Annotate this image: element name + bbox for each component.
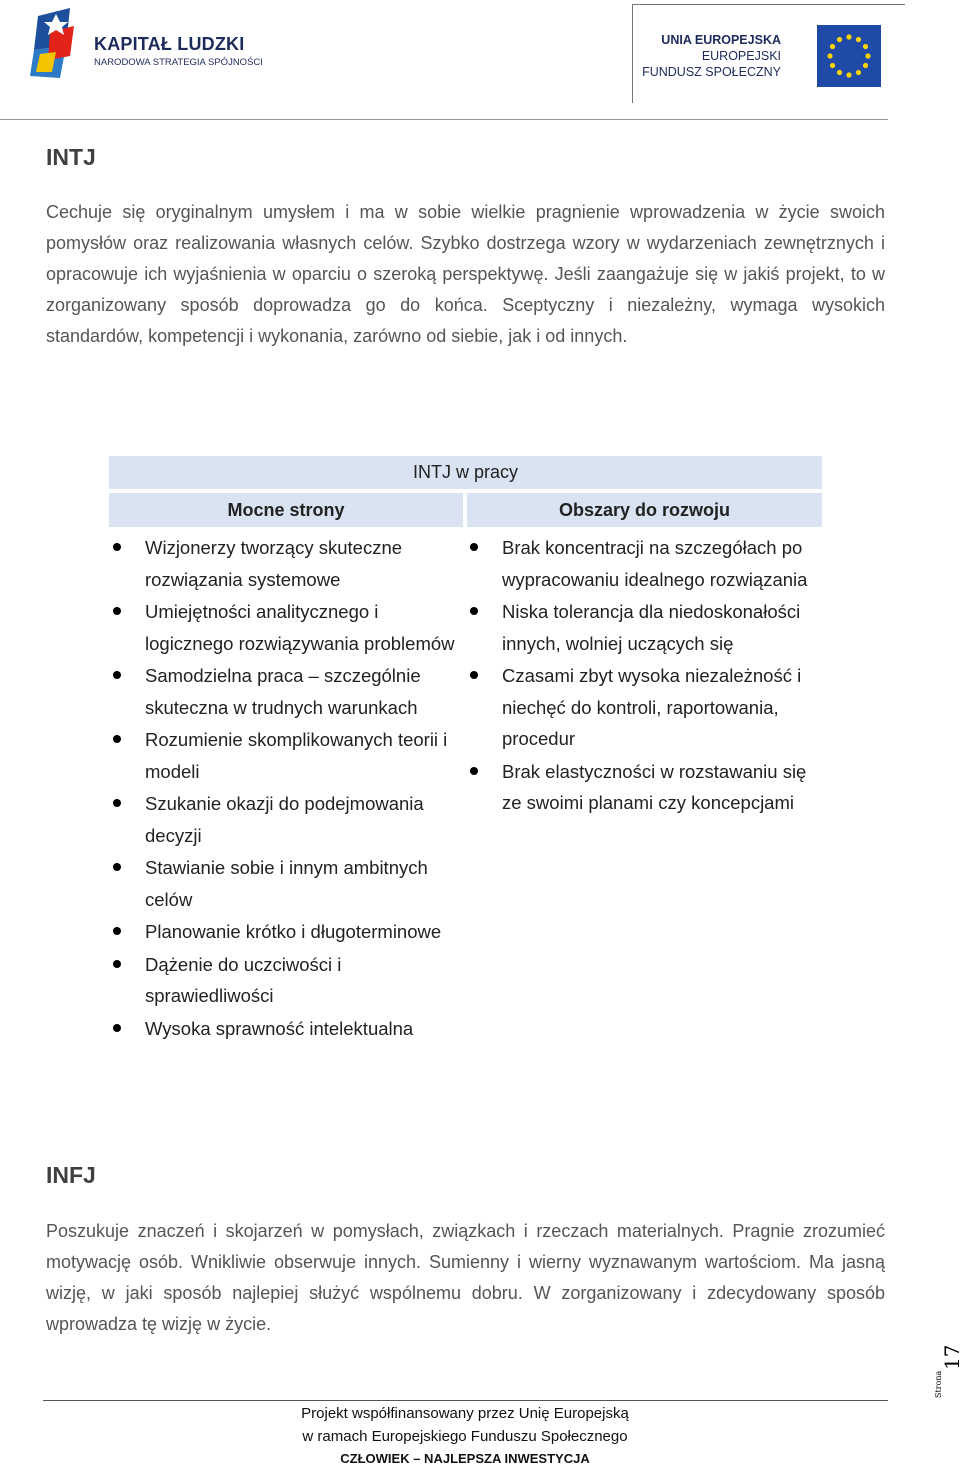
footer bbox=[240, 1403, 690, 1471]
list-item: Umiejętności analitycznego i logicznego rozwiązywania problemów bbox=[109, 596, 461, 659]
footer-line1: Projekt współfinansowany przez Unię Europejską bbox=[301, 1405, 629, 1422]
list-item: Brak elastyczności w rozstawaniu się ze swoimi planami czy koncepcjami bbox=[466, 756, 816, 819]
eu-flag-icon bbox=[817, 25, 881, 87]
eu-logo bbox=[632, 4, 905, 103]
footer-divider bbox=[43, 1400, 888, 1401]
list-item: Planowanie krótko i długoterminowe bbox=[109, 916, 461, 948]
list-item: Czasami zbyt wysoka niezależność i niechęć do kontroli, raportowania, procedur bbox=[466, 660, 816, 755]
page-number-value: 17 bbox=[940, 1344, 964, 1370]
footer-line3: CZŁOWIEK – NAJLEPSZA INWESTYCJA bbox=[340, 1451, 590, 1466]
eu-logo-line3: FUNDUSZ SPOŁECZNY bbox=[642, 65, 781, 79]
kapital-ludzki-emblem-icon bbox=[30, 6, 92, 82]
section-paragraph-infj: Poszukuje znaczeń i skojarzeń w pomysłach, związkach i rzeczach materialnych. Pragnie zrozumieć motywację osób. Wnikliwie obserwuje innych. Sumienny i wierny wyznawanym wartościom. Ma jasną wizję, w jaki sposób najlepiej służyć wspólnemu dobru. W zorganizowany i zdecydowany sposób wprowadza tę wizję w życie. bbox=[46, 1221, 885, 1334]
eu-logo-line1: UNIA EUROPEJSKA bbox=[661, 33, 781, 47]
list-item: Niska tolerancja dla niedoskonałości innych, wolniej uczących się bbox=[466, 596, 816, 659]
list-item: Dążenie do uczciwości i sprawiedliwości bbox=[109, 949, 461, 1012]
section-title-infj: INFJ bbox=[46, 1162, 96, 1188]
eu-logo-text bbox=[642, 32, 781, 80]
list-item: Stawianie sobie i innym ambitnych celów bbox=[109, 852, 461, 915]
list-item: Wysoka sprawność intelektualna bbox=[109, 1013, 461, 1045]
eu-logo-line2: EUROPEJSKI bbox=[701, 49, 781, 63]
section-title-intj: INTJ bbox=[46, 144, 96, 170]
page-number bbox=[934, 1340, 964, 1400]
kapital-ludzki-title: KAPITAŁ LUDZKI bbox=[94, 34, 245, 54]
list-item: Szukanie okazji do podejmowania decyzji bbox=[109, 788, 461, 851]
table-header-strengths: Mocne strony bbox=[109, 493, 463, 527]
table-header-development: Obszary do rozwoju bbox=[467, 493, 822, 527]
list-item: Rozumienie skomplikowanych teorii i modeli bbox=[109, 724, 461, 787]
kapital-ludzki-subtitle: NARODOWA STRATEGIA SPÓJNOŚCI bbox=[94, 57, 263, 68]
table-caption: INTJ w pracy bbox=[109, 456, 822, 489]
kapital-ludzki-logo bbox=[30, 6, 270, 82]
page-label: Strona bbox=[934, 1370, 943, 1398]
list-item: Wizjonerzy tworzący skuteczne rozwiązania systemowe bbox=[109, 532, 461, 595]
list-item: Samodzielna praca – szczególnie skuteczna w trudnych warunkach bbox=[109, 660, 461, 723]
strengths-list bbox=[109, 532, 461, 1045]
header-divider bbox=[0, 119, 888, 120]
footer-line2: w ramach Europejskiego Funduszu Społecznego bbox=[302, 1427, 628, 1445]
section-paragraph-intj: Cechuje się oryginalnym umysłem i ma w sobie wielkie pragnienie wprowadzenia w życie swoich pomysłów oraz realizowania własnych celów. Szybko dostrzega wzory w wydarzeniach zewnętrznych i opracowuje ich wyjaśnienia w oparciu o szeroką perspektywę. Jeśli zaangażuje się w jakiś projekt, to w zorganizowany sposób doprowadza go do końca. Sceptyczny i niezależny, wymaga wysokich standardów, kompetencji i wykonania, zarówno od siebie, jak i od innych. bbox=[46, 202, 885, 346]
development-list bbox=[466, 532, 816, 820]
list-item: Brak koncentracji na szczegółach po wypracowaniu idealnego rozwiązania bbox=[466, 532, 816, 595]
